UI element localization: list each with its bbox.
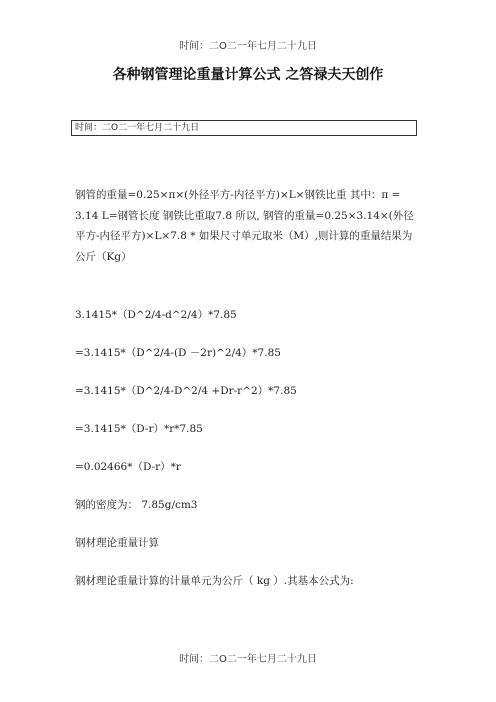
formula-line: =3.1415*（D^2/4-(D －2r)^2/4）*7.85 [75,347,281,359]
density-line: 钢的密度为： 7.85g/cm3 [75,499,198,511]
intro-paragraph: 钢管的重量=0.25×π×(外径平方-内径平方)×L×钢铁比重 其中：π = 3.14 L=钢管长度 钢铁比重取7.8 所以, 钢管的重量=0.25×3.14×(外径平方-内径平方)×L×7.8 * 如果尺寸单元取米（M）,则计算的重量结果为公斤（Kg） [75,189,414,263]
unit-line: 钢材理论重量计算的计量单元为公斤（ kg ）.其基本公式为: [75,575,354,587]
formula-line: =3.1415*（D-r）*r*7.85 [75,423,203,435]
formula-line: =3.1415*（D^2/4-D^2/4 +Dr-r^2）*7.85 [75,385,297,397]
document-body [75,185,420,587]
formula-line: 3.1415*（D^2/4-d^2/4）*7.85 [75,309,237,321]
page-header: 时间：二O二一年七月二十九日 [179,41,317,52]
page-footer: 时间：二O二一年七月二十九日 [179,654,317,665]
section-heading: 钢材理论重量计算 [75,537,159,549]
document-title: 各种钢管理论重量计算公式 之答禄夫天创作 [112,67,384,83]
formula-line: =0.02466*（D-r）*r [75,461,181,473]
boxed-date: 时间：二O二一年七月二十九日 [71,120,417,136]
